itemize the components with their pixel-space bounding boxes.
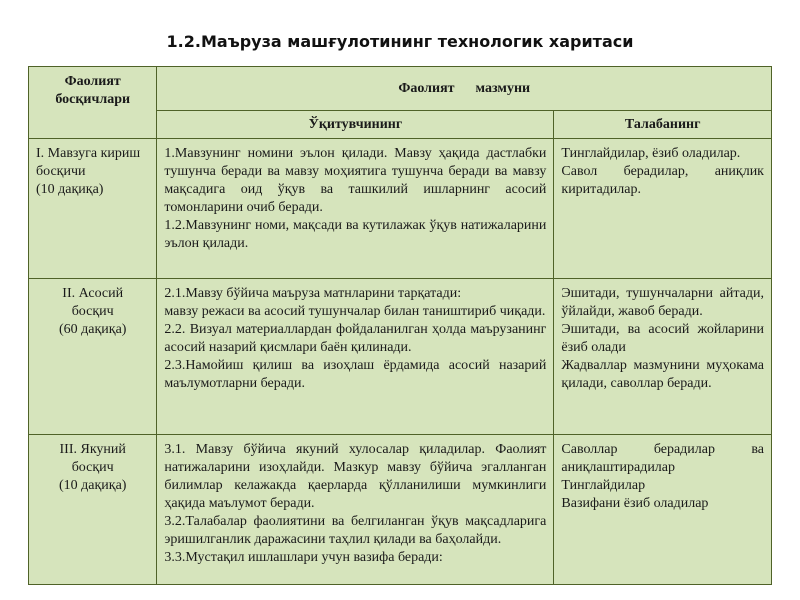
teacher-paragraph: мавзу режаси ва асосий тушунчалар билан таништириб чиқади. bbox=[164, 304, 546, 319]
teacher-paragraph: 1.Мавзунинг номини эълон қилади. Мавзу ҳақида дастлабки тушунча беради ва мавзу моҳиятига тушунча беради ва мавзу мақсадига оид ўқув ва ташкилий ишларнинг асосий томонларини очиб беради. bbox=[164, 146, 547, 215]
teacher-paragraph: 1.2.Мавзунинг номи, мақсади ва кутилажак ўқув натижаларини эълон қилади. bbox=[164, 218, 547, 251]
teacher-paragraph: 2.3.Намойиш қилиш ва изоҳлаш ёрдамида асосий назарий маълумотларни беради. bbox=[164, 358, 547, 391]
student-cell bbox=[554, 279, 772, 435]
stage-line: (10 дақиқа) bbox=[36, 182, 104, 197]
student-paragraph: Тинглайдилар, ёзиб оладилар. bbox=[561, 146, 741, 161]
teacher-paragraph: 3.1. Мавзу бўйича якуний хулосалар қиладилар. Фаолият натижаларини изоҳлайди. Мазкур мавзу бўйича эгалланган билимлар келажакда қаерларда қўлланилиши мумкинлиги ҳақида маълумот беради. bbox=[164, 442, 547, 511]
stage-line: босқич bbox=[71, 304, 114, 319]
stage-line: босқичи bbox=[36, 164, 86, 179]
student-paragraph: Саволлар берадилар ва аниқлаштирадилар bbox=[561, 442, 764, 475]
table-row bbox=[29, 279, 772, 435]
teacher-cell bbox=[157, 279, 554, 435]
student-paragraph: Вазифани ёзиб оладилар bbox=[561, 496, 709, 511]
teacher-paragraph: 2.1.Мавзу бўйича маъруза матнларини тарқатади: bbox=[164, 286, 462, 301]
student-cell bbox=[554, 435, 772, 585]
stage-line: III. Якуний bbox=[59, 442, 126, 457]
teacher-cell bbox=[157, 435, 554, 585]
teacher-paragraph: 2.2. Визуал материаллардан фойдаланилган ҳолда маърузанинг асосий назарий қисмлари баён қилинади. bbox=[164, 322, 547, 355]
stage-line: I. Мавзуга кириш bbox=[36, 146, 141, 161]
stage-cell bbox=[29, 435, 157, 585]
stage-line: II. Асосий bbox=[62, 286, 124, 301]
stage-cell bbox=[29, 279, 157, 435]
table-row bbox=[29, 435, 772, 585]
student-paragraph: Эшитади, тушунчаларни айтади, ўйлайди, жавоб беради. bbox=[561, 286, 764, 319]
table-row bbox=[29, 139, 772, 279]
stage-line: босқич bbox=[71, 460, 114, 475]
header-row-1 bbox=[29, 67, 772, 111]
student-paragraph: Савол берадилар, аниқлик киритадилар. bbox=[561, 164, 764, 197]
student-paragraph: Жадваллар мазмунини муҳокама қилади, саволлар беради. bbox=[561, 358, 764, 391]
header-stage: Фаолият босқичлари bbox=[29, 67, 157, 139]
student-cell bbox=[554, 139, 772, 279]
stage-line: (60 дақиқа) bbox=[58, 322, 127, 337]
stage-cell bbox=[29, 139, 157, 279]
technology-map-table bbox=[28, 66, 772, 585]
student-paragraph: Эшитади, ва асосий жойларини ёзиб олади bbox=[561, 322, 764, 355]
header-student: Талабанинг bbox=[554, 111, 772, 139]
page-title: 1.2.Маъруза машғулотининг технологик харитаси bbox=[166, 32, 634, 51]
teacher-paragraph: 3.3.Мустақил ишлашлари учун вазифа беради: bbox=[164, 550, 443, 565]
header-activity-content: Фаолият мазмуни bbox=[157, 67, 772, 111]
student-paragraph: Тинглайдилар bbox=[561, 478, 646, 493]
teacher-paragraph: 3.2.Талабалар фаолиятини ва белгиланган ўқув мақсадларига эришилганлик даражасини таҳлил қилади ва баҳолайди. bbox=[164, 514, 547, 547]
stage-line: (10 дақиқа) bbox=[58, 478, 127, 493]
teacher-cell bbox=[157, 139, 554, 279]
header-teacher: Ўқитувчининг bbox=[157, 111, 554, 139]
